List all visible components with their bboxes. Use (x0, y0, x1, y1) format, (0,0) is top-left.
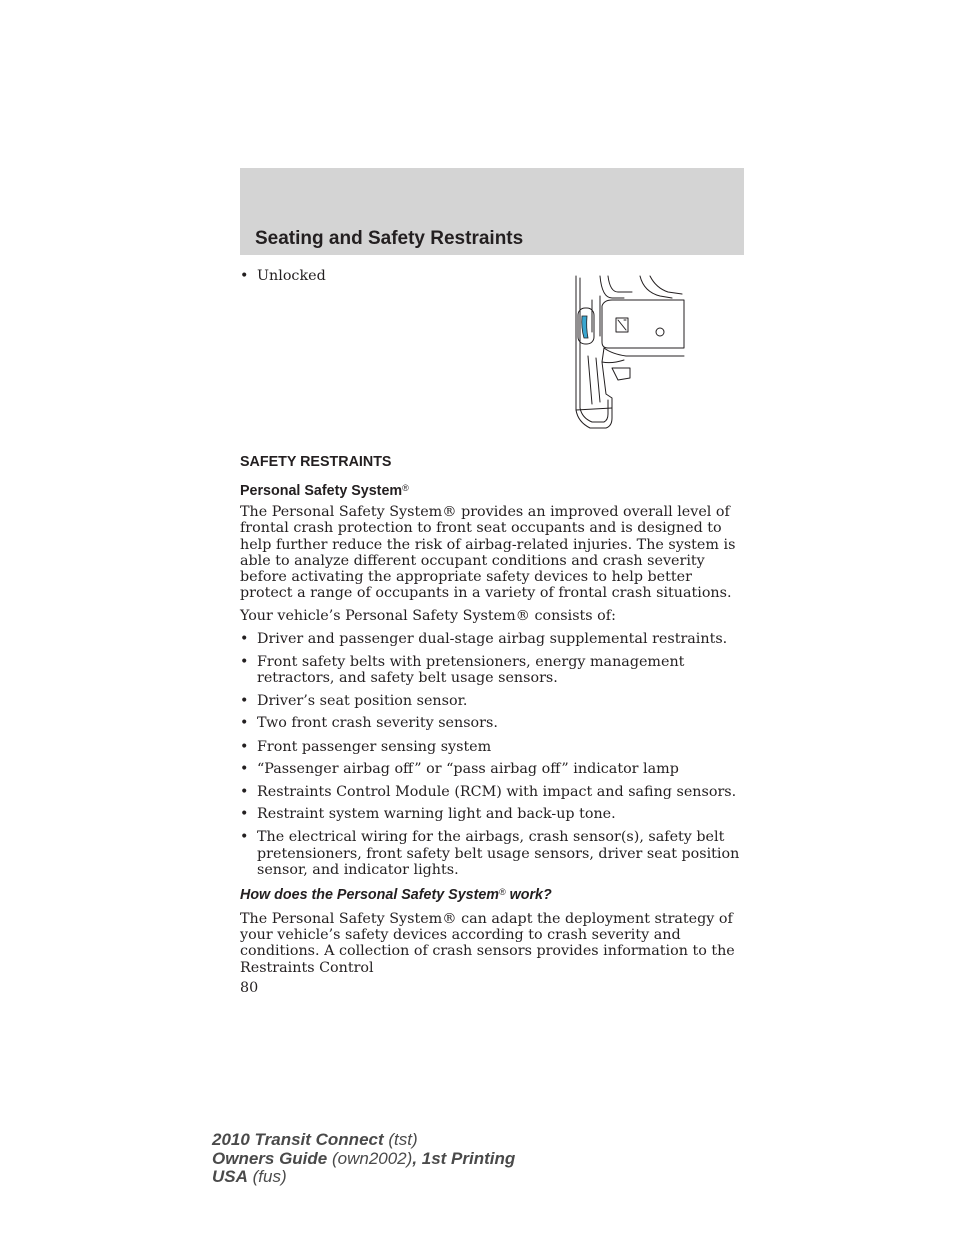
section-heading: SAFETY RESTRAINTS (240, 454, 392, 471)
intro-paragraph: The Personal Safety System® provides an improved overall level of frontal crash protection to front seat occupants and is designed to help further reduce the risk of airbag-related injuries. The system is able to analyze different occupant conditions and crash severity before activating the appropriate safety devices to help better protect a range of occupants in a variety of frontal crash situations. (240, 504, 736, 602)
how-paragraph: The Personal Safety System® can adapt the deployment strategy of your vehicle’s safety devices according to crash severity and conditions. A collection of crash sensors provides information to the Restraints Control (240, 911, 735, 976)
footer-line-3: USA (fus) (212, 1167, 287, 1186)
list-item: • Two front crash severity sensors. (240, 715, 746, 731)
page-content (240, 268, 746, 996)
components-intro: Your vehicle’s Personal Safety System® consists of: (240, 608, 616, 625)
list-item: • Front safety belts with pretensioners, energy management retractors, and safety belt usage sensors. (240, 654, 746, 686)
header-band (240, 168, 744, 255)
list-item: • Restraints Control Module (RCM) with impact and safing sensors. (240, 784, 746, 800)
list-item: • Restraint system warning light and back-up tone. (240, 806, 746, 822)
list-item: • The electrical wiring for the airbags, crash sensor(s), safety belt pretensioners, front safety belt usage sensors, driver seat position sensor, and indicator lights. (240, 829, 746, 878)
page-number: 80 (240, 979, 259, 996)
list-item: • Driver’s seat position sensor. (240, 693, 746, 709)
list-item: • Driver and passenger dual-stage airbag supplemental restraints. (240, 631, 746, 647)
footer-line-1: 2010 Transit Connect (tst) (212, 1130, 418, 1149)
print-footer (212, 1131, 515, 1187)
list-item: • Front passenger sensing system (240, 739, 746, 755)
question-heading: How does the Personal Safety System® work? (240, 887, 552, 904)
list-item: • “Passenger airbag off” or “pass airbag off” indicator lamp (240, 761, 746, 777)
page-title: Seating and Safety Restraints (255, 228, 524, 249)
footer-line-2: Owners Guide (own2002), 1st Printing (212, 1148, 516, 1168)
list-item: • Unlocked (240, 268, 746, 284)
subsection-heading: Personal Safety System® (240, 483, 409, 500)
